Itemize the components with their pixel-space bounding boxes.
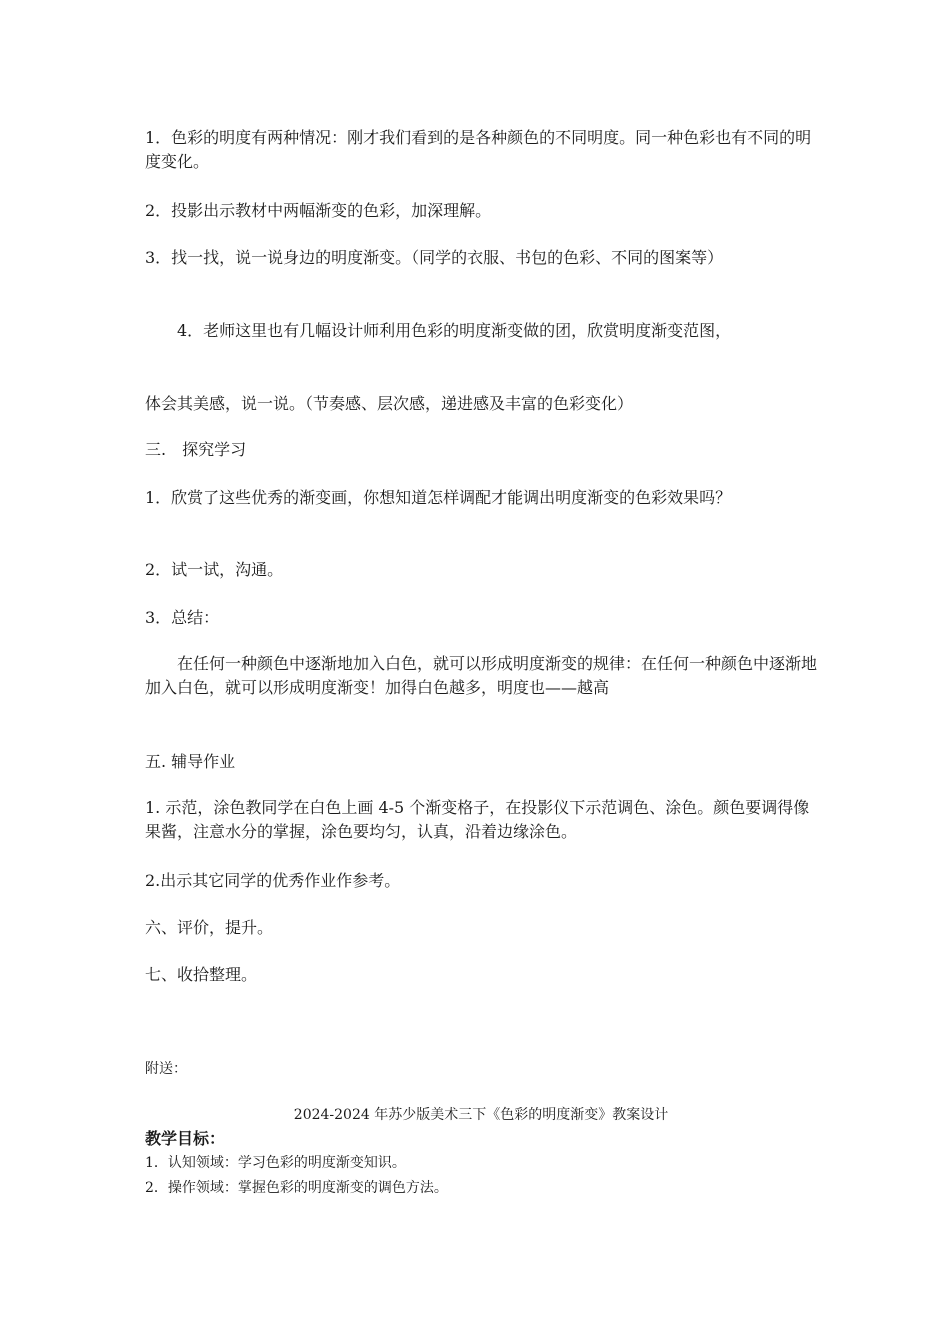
section-heading-evaluate: 六、评价，提升。 [145,918,274,937]
paragraph-4: 4．老师这里也有几幅设计师利用色彩的明度渐变做的团，欣赏明度渐变范图， [145,321,732,340]
section-heading-explore: 三. 探究学习 [145,440,247,459]
paragraph-12: 1. 示范，涂色教同学在白色上画 4-5 个渐变格子，在投影仪下示范调色、涂色。颜色要调得像果酱，注意水分的掌握，涂色要均匀，认真，沿着边缘涂色。 [145,798,810,841]
section-heading-tidy: 七、收拾整理。 [145,965,258,984]
appendix-title: 2024-2024 年苏少版美术三下《色彩的明度渐变》教案设计 [293,1107,669,1123]
paragraph-13: 2.出示其它同学的优秀作业作参考。 [145,871,401,890]
section-heading-homework: 五. 辅导作业 [145,752,236,771]
paragraph-1: 1．色彩的明度有两种情况：刚才我们看到的是各种颜色的不同明度。同一种色彩也有不同的明度变化。 [145,128,812,171]
paragraph-9: 3．总结： [145,608,220,627]
paragraph-2: 2．投影出示教材中两幅渐变的色彩，加深理解。 [145,201,492,220]
appendix-label: 附送： [145,1061,187,1077]
paragraph-3: 3．找一找，说一说身边的明度渐变。（同学的衣服、书包的色彩、不同的图案等） [145,248,724,267]
appendix-item-1: 1．认知领域：学习色彩的明度渐变知识。 [145,1155,406,1171]
paragraph-8: 2．试一试，沟通。 [145,560,284,579]
paragraph-5: 体会其美感，说一说。（节奏感、层次感，递进感及丰富的色彩变化） [145,394,634,413]
paragraph-10: 在任何一种颜色中逐渐地加入白色，就可以形成明度渐变的规律：在任何一种颜色中逐渐地加入白色，就可以形成明度渐变！加得白色越多，明度也——越高 [145,654,818,697]
paragraph-7: 1．欣赏了这些优秀的渐变画，你想知道怎样调配才能调出明度渐变的色彩效果吗？ [145,488,732,507]
appendix-heading: 教学目标： [145,1129,226,1148]
appendix-item-2: 2．操作领域：掌握色彩的明度渐变的调色方法。 [145,1180,448,1196]
